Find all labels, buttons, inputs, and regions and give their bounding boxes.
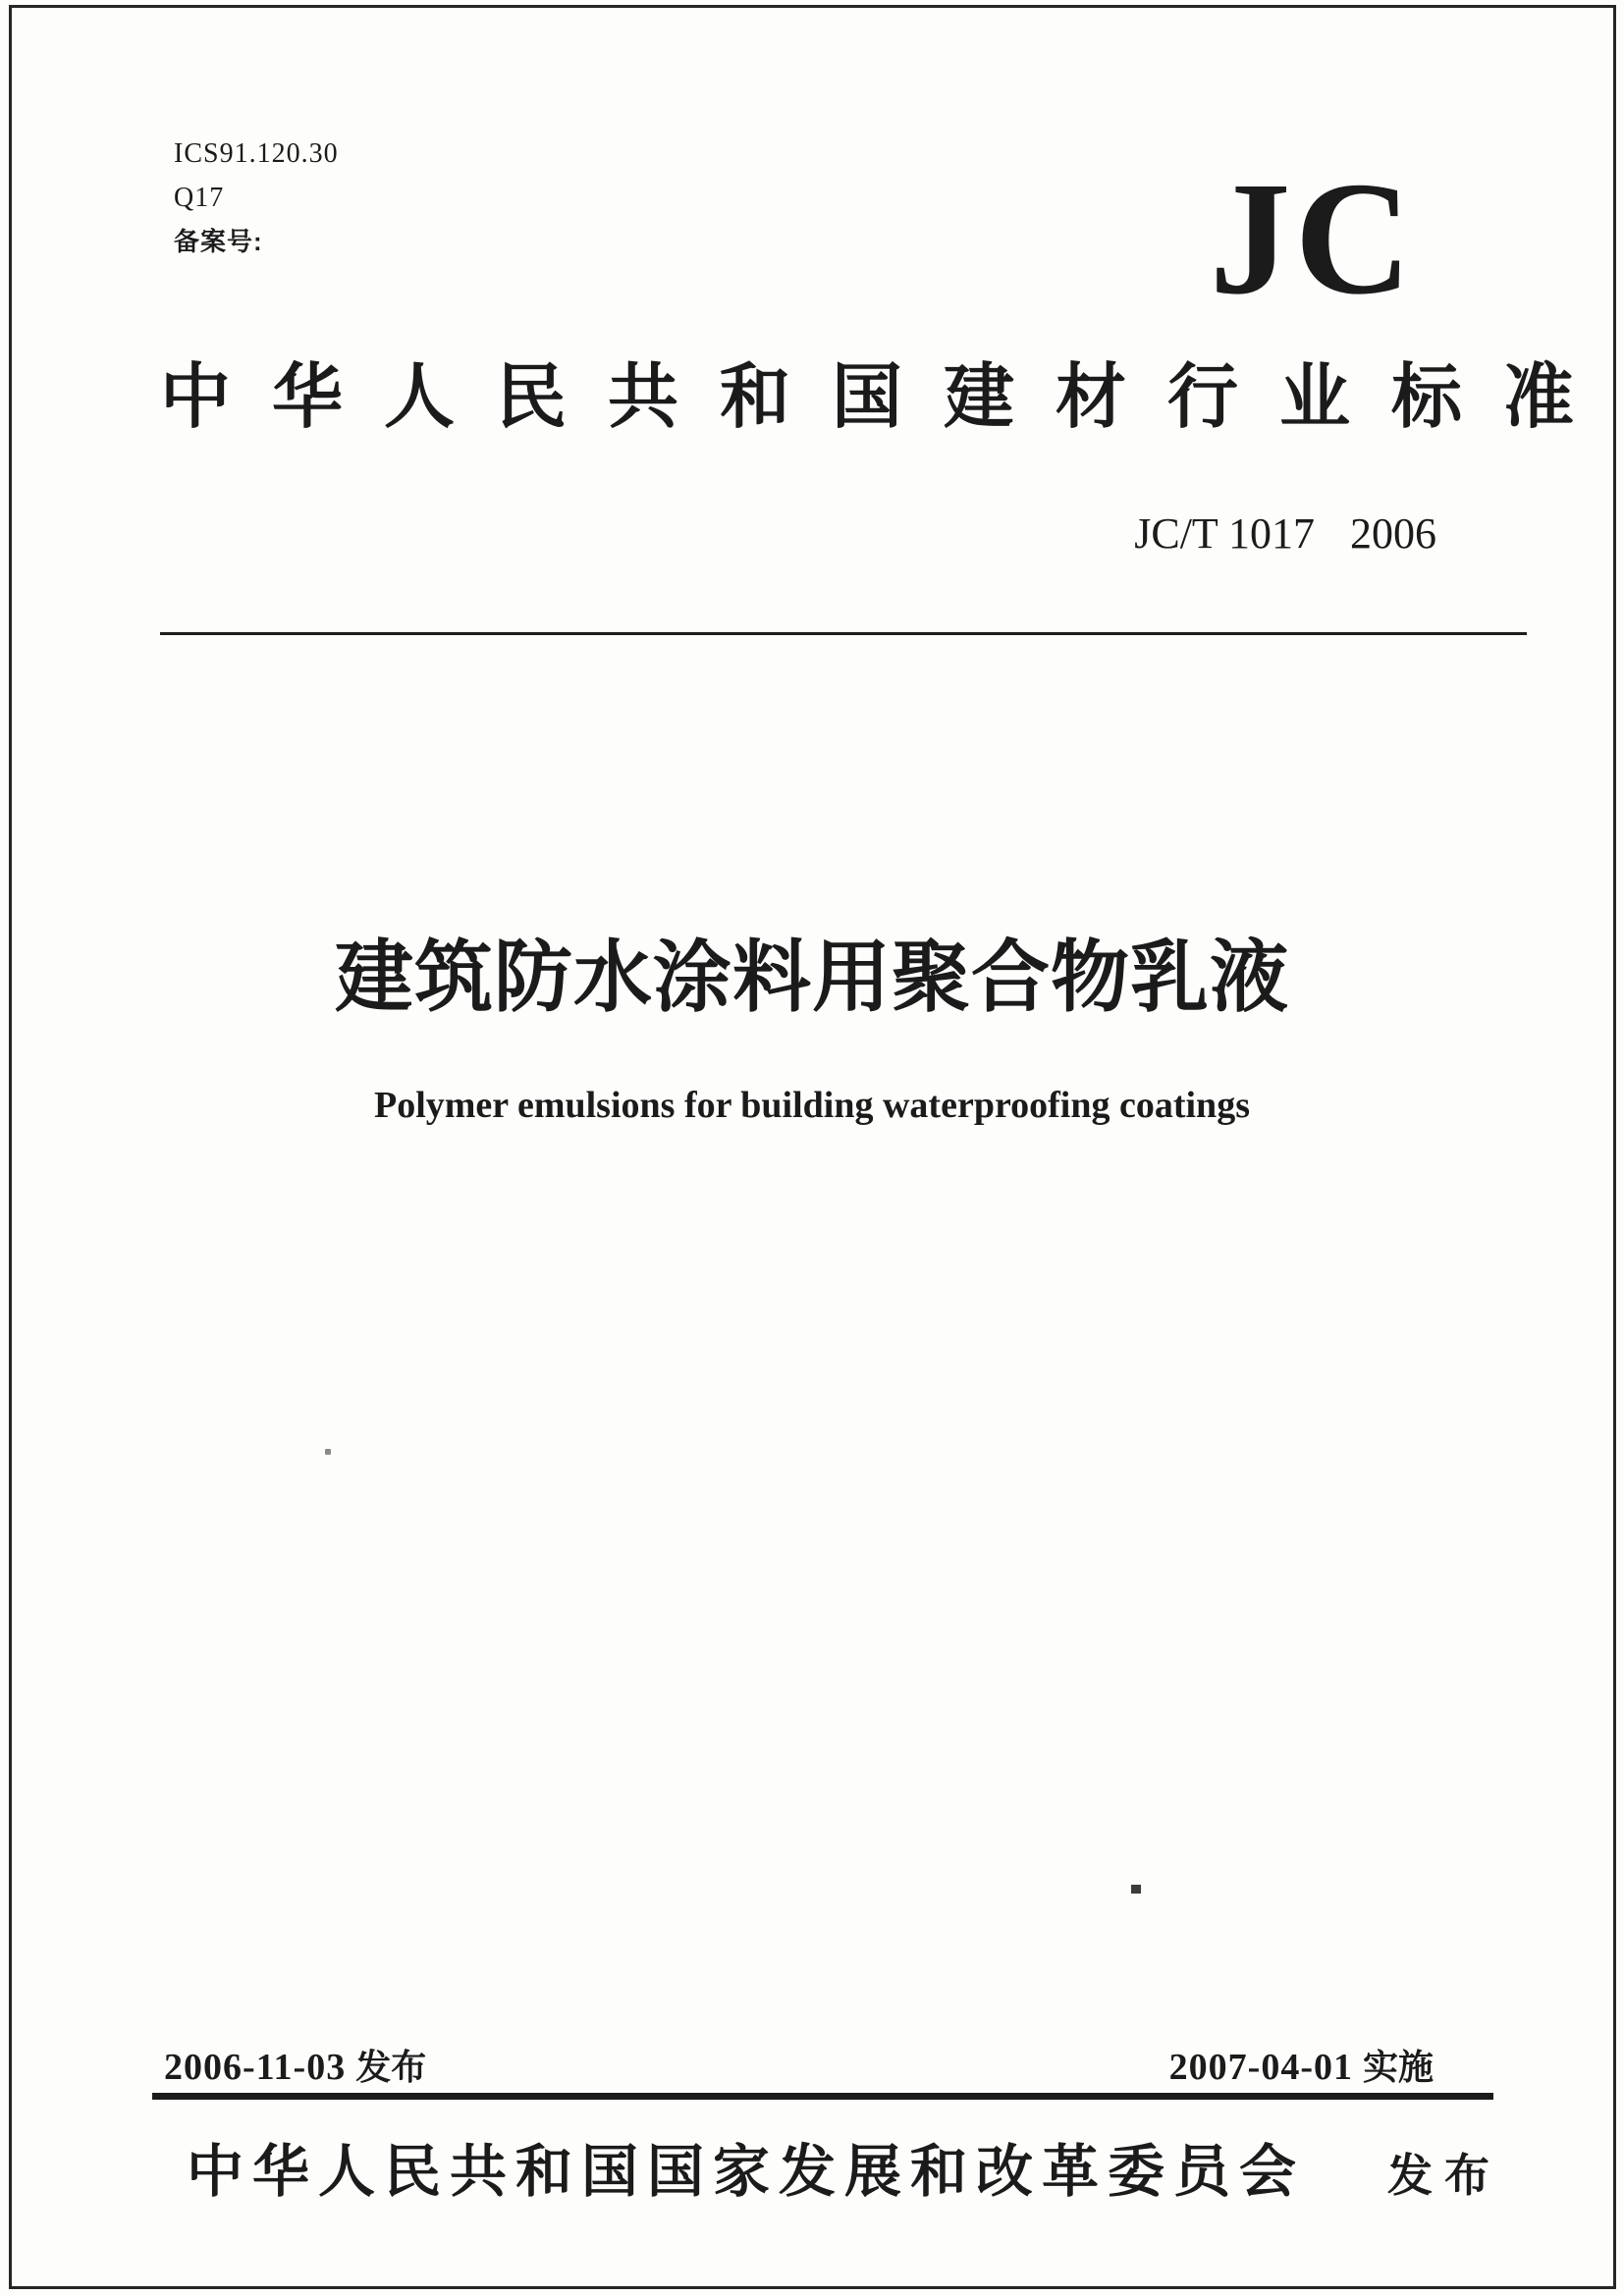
issuer-name: 中华人民共和国国家发展和改革委员会: [187, 2140, 1306, 2204]
issuer-publish-label: 发布: [1387, 2150, 1502, 2201]
footer-rule: [152, 2093, 1493, 2100]
jc-logo: JC: [1210, 148, 1416, 328]
document-title-en: Polymer emulsions for building waterproofing coatings: [374, 1085, 1250, 1126]
implement-label: 实施: [1362, 2047, 1434, 2087]
scan-speck: [325, 1449, 331, 1455]
page-border: [9, 5, 1616, 2289]
issue-date: 2006-11-03: [164, 2047, 347, 2088]
standard-type-heading: 中华人民共和国建材行业标准: [160, 358, 1616, 437]
standard-year: 2006: [1350, 509, 1436, 558]
record-number-label: 备案号:: [174, 227, 263, 256]
issue-date-line: [164, 2048, 426, 2089]
ics-code: ICS91.120.30: [174, 138, 339, 169]
issuer-line: [187, 2138, 1501, 2207]
meta-block: [174, 132, 339, 264]
classification-code: Q17: [174, 183, 225, 213]
standard-number: [1134, 510, 1436, 558]
document-title-cn: 建筑防水涂料用聚合物乳液: [335, 934, 1289, 1021]
header-rule: [160, 632, 1527, 635]
implement-date: 2007-04-01: [1168, 2047, 1353, 2088]
implement-date-line: [1169, 2048, 1434, 2089]
standard-code: JC/T 1017: [1134, 509, 1315, 558]
scan-speck: [1131, 1885, 1141, 1894]
issue-label: 发布: [355, 2047, 427, 2087]
